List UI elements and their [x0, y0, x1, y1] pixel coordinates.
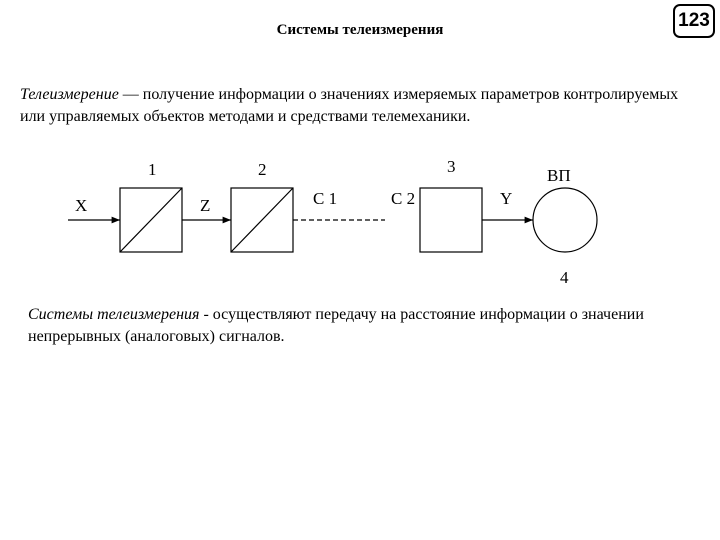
definition-term: Телеизмерение: [20, 86, 119, 103]
label-channel-out: C 1: [313, 189, 338, 208]
label-channel-in: C 2: [391, 189, 416, 208]
page-number: 123: [673, 4, 715, 38]
page-title: Системы телеизмерения: [276, 22, 444, 38]
converter-block-2-diagonal: [231, 188, 293, 252]
definition-text: — получение информации о значениях измеряемых параметров контролируемых или управляемых объектов методами и средствами телемеханики.: [20, 86, 679, 125]
receiver-block-3: [420, 188, 482, 252]
label-block-2: 2: [258, 160, 267, 179]
indicating-device-circle: [533, 188, 597, 252]
label-block-3: 3: [447, 157, 456, 176]
label-device: ВП: [547, 166, 571, 185]
label-input-x: X: [75, 196, 88, 215]
label-block-1: 1: [148, 160, 157, 179]
label-z: Z: [200, 196, 211, 215]
summary-text: - осуществляют передачу на расстояние информации о значении непрерывных (аналоговых) сигналов.: [28, 306, 644, 345]
definition-paragraph: [20, 84, 700, 128]
summary-paragraph: [28, 304, 708, 348]
label-output-y: Y: [500, 189, 513, 208]
telemetry-block-diagram: [0, 150, 720, 300]
label-indicator-4: 4: [560, 268, 569, 287]
summary-term: Системы телеизмерения: [28, 306, 200, 323]
converter-block-1-diagonal: [120, 188, 182, 252]
